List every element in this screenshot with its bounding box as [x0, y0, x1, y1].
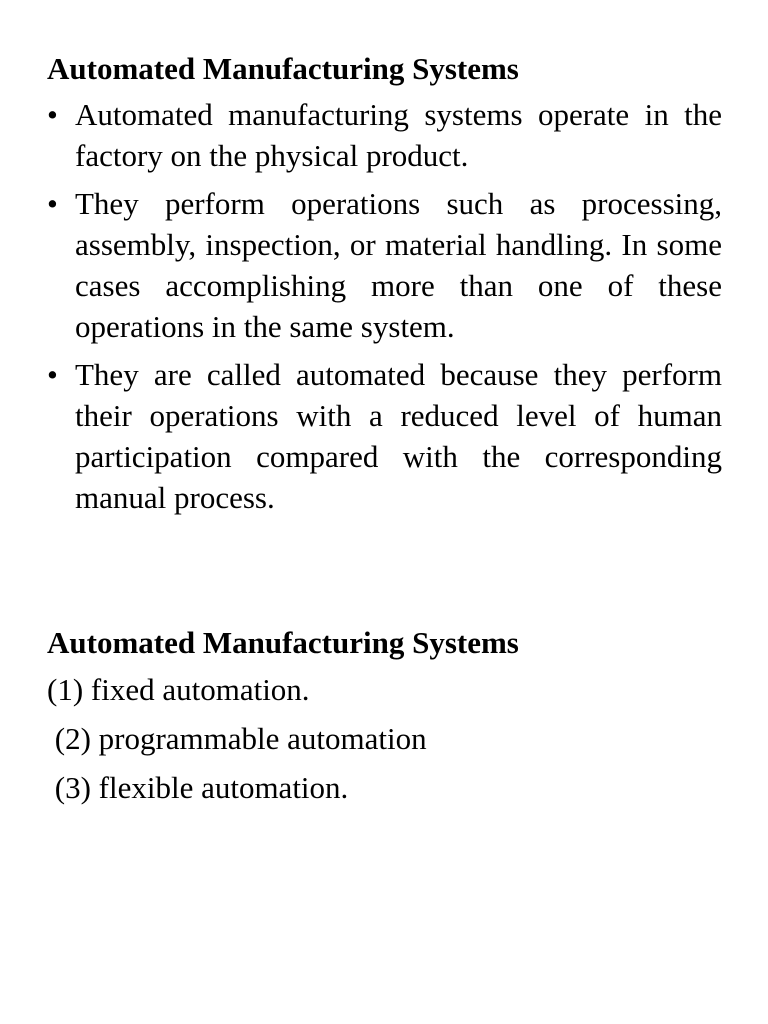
- bullet-icon: •: [47, 357, 58, 392]
- bullet-list: [47, 94, 722, 518]
- list-item: (1) fixed automation.: [47, 672, 310, 707]
- list-item: (3) flexible automation.: [47, 770, 349, 805]
- bullet-text: Automated manufacturing systems operate in the factory on the physical product.: [75, 97, 722, 173]
- section-types: [47, 624, 722, 808]
- bullet-text: They perform operations such as processing, assembly, inspection, or material handling. In some cases accomplishing more than one of these operations in the same system.: [75, 186, 722, 344]
- list-item: [47, 183, 722, 347]
- bullet-text: They are called automated because they perform their operations with a reduced level of human participation compared with the corresponding manual process.: [75, 357, 722, 515]
- list-item: [47, 354, 722, 518]
- section-heading: Automated Manufacturing Systems: [47, 51, 519, 86]
- bullet-icon: •: [47, 186, 58, 221]
- section-heading: Automated Manufacturing Systems: [47, 625, 519, 660]
- numbered-list: [47, 669, 722, 808]
- list-item: [47, 94, 722, 176]
- section-intro: [47, 50, 722, 518]
- list-item: (2) programmable automation: [47, 721, 427, 756]
- bullet-icon: •: [47, 97, 58, 132]
